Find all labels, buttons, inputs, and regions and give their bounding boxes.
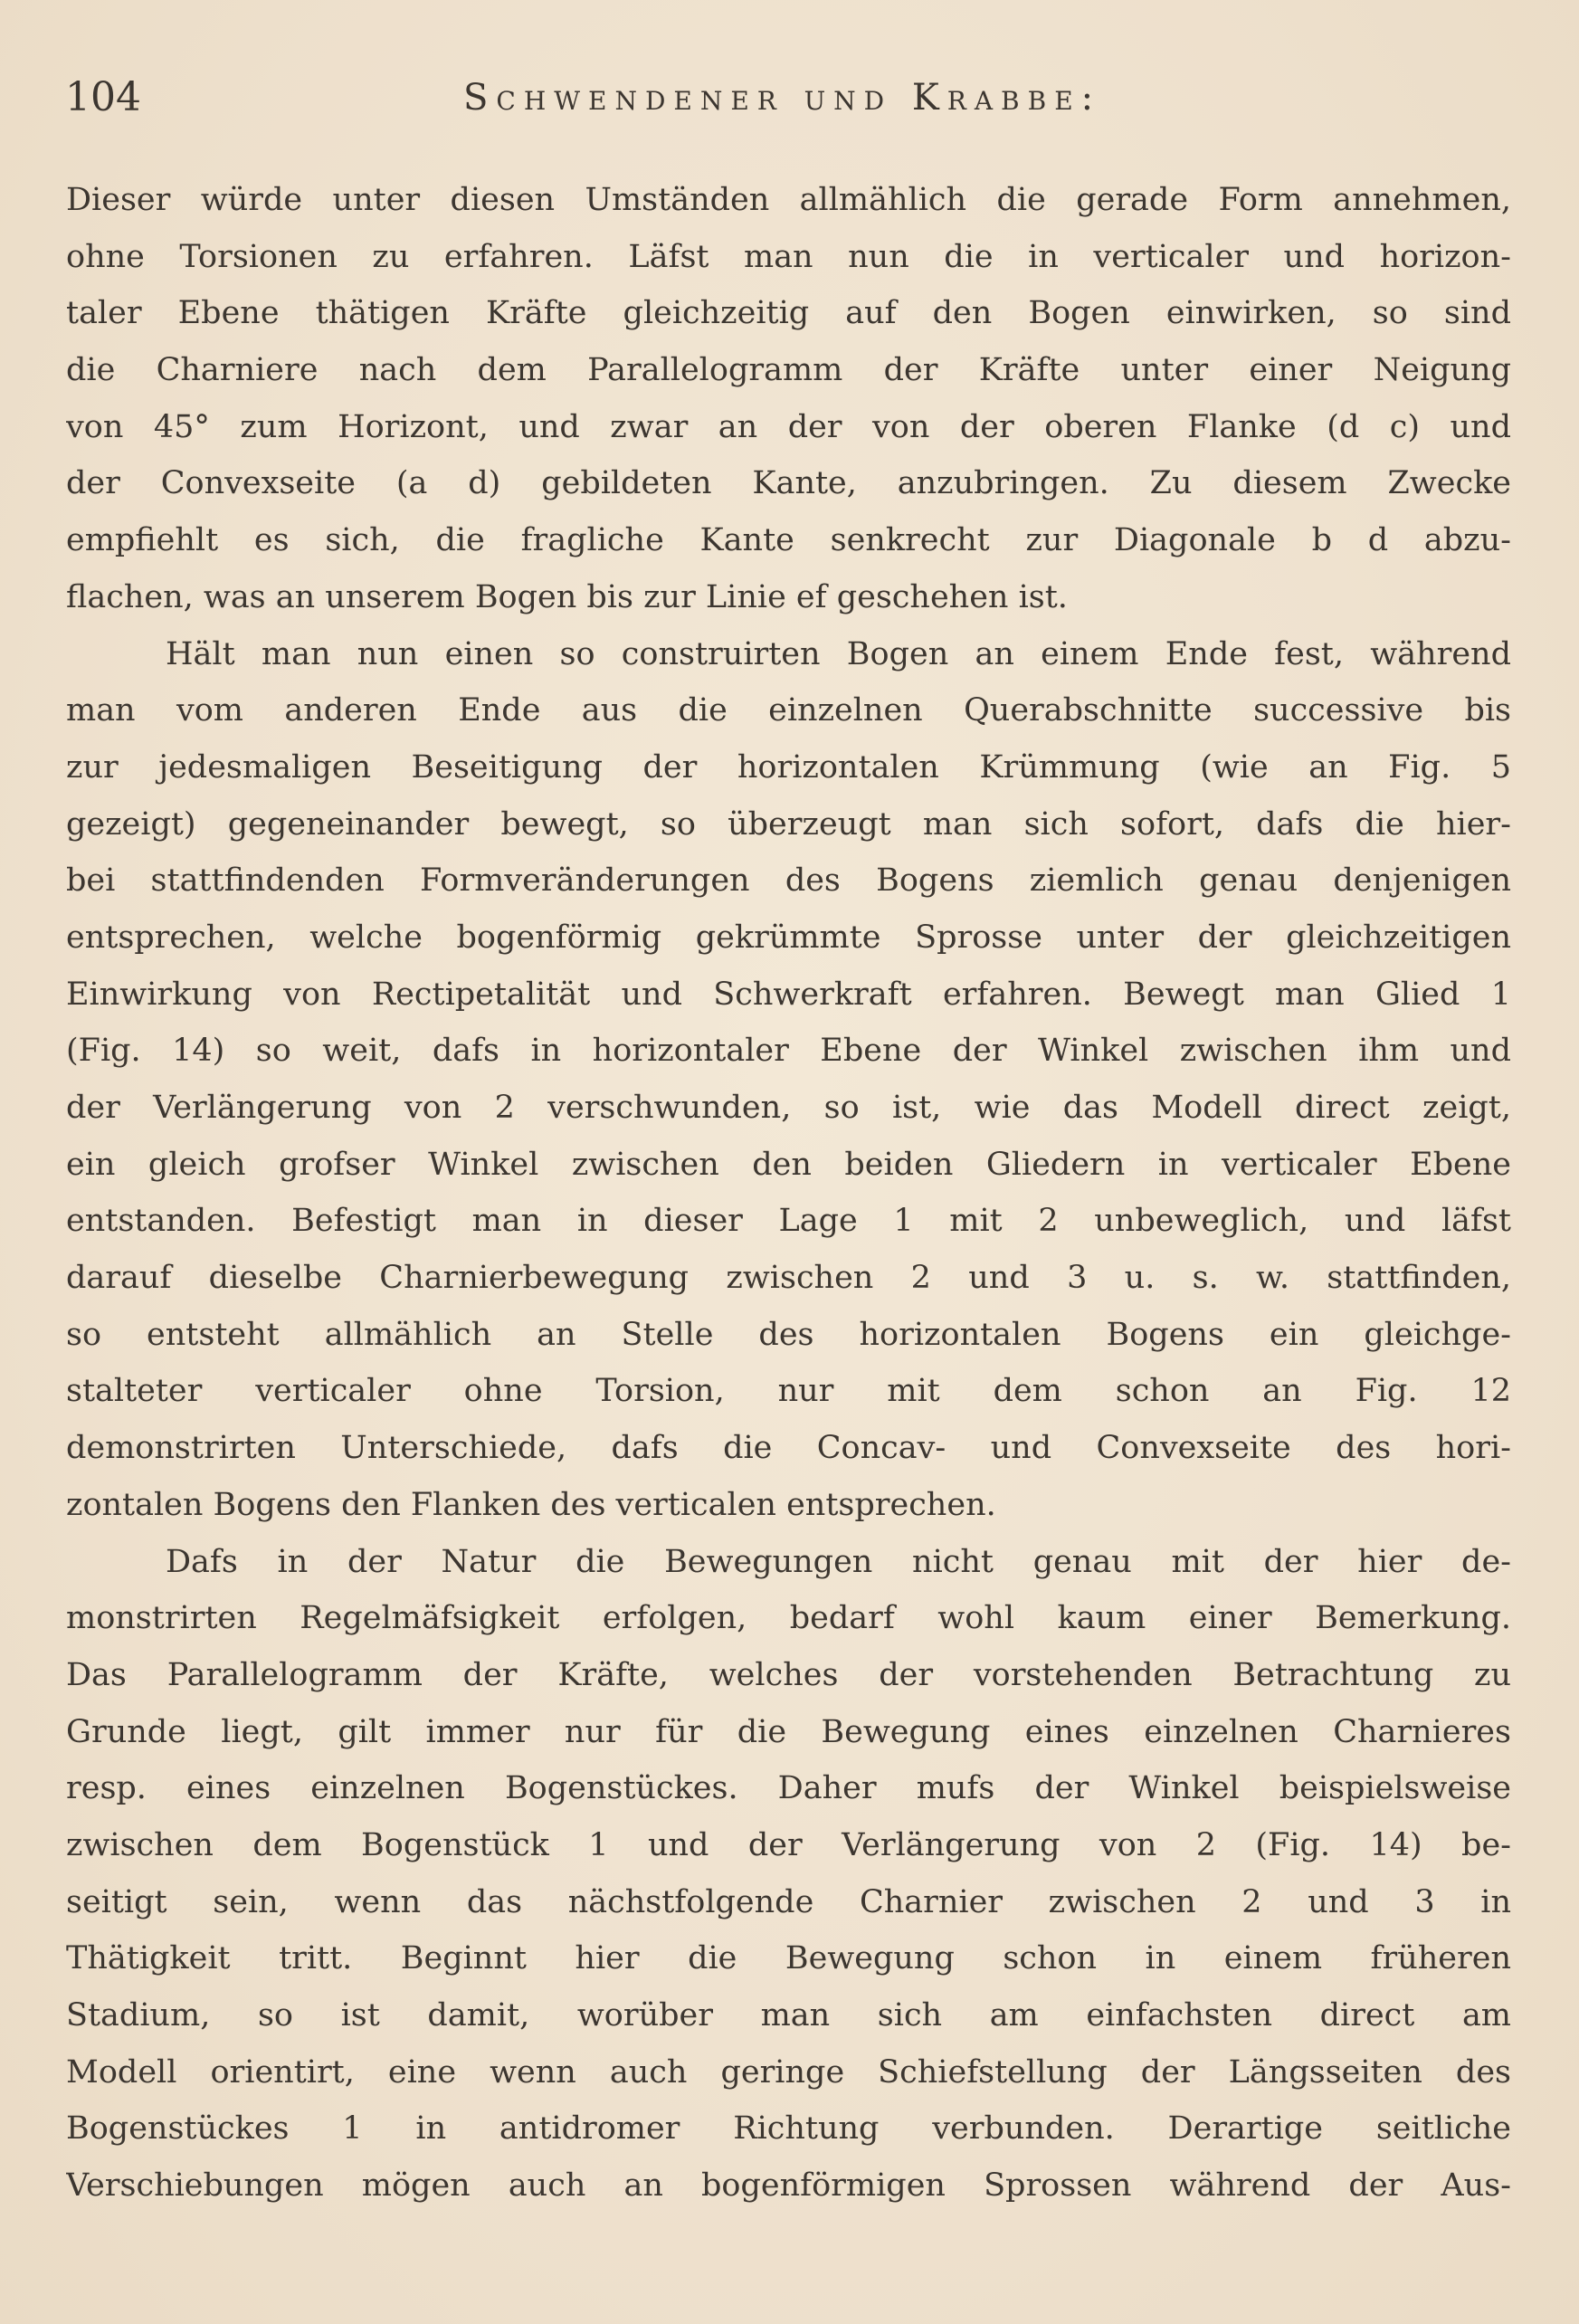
text-line: seitigt sein, wenn das nächstfolgende Charnier zwischen 2 und 3 in xyxy=(66,1883,1511,1920)
text-line: bei stattfindenden Formveränderungen des Bogens ziemlich genau denjenigen xyxy=(66,862,1511,900)
text-line: ohne Torsionen zu erfahren. Läfst man nun die in verticaler und horizon- xyxy=(66,238,1511,275)
text-line: die Charniere nach dem Parallelogramm der Kräfte unter einer Neigung xyxy=(66,352,1511,389)
text-line: Dieser würde unter diesen Umständen allmählich die gerade Form annehmen, xyxy=(66,182,1511,218)
running-title: Schwendener und Krabbe: xyxy=(463,77,1102,119)
text-line: zwischen dem Bogenstück 1 und der Verlängerung von 2 (Fig. 14) be- xyxy=(66,1826,1511,1863)
text-line: Dafs in der Natur die Bewegungen nicht genau mit der hier de- xyxy=(166,1543,1511,1580)
text-line: Das Parallelogramm der Kräfte, welches der vorstehenden Betrachtung zu xyxy=(66,1656,1511,1693)
text-line: gezeigt) gegeneinander bewegt, so überzeugt man sich sofort, dafs die hier- xyxy=(66,805,1511,843)
text-line: ein gleich grofser Winkel zwischen den beiden Gliedern in verticaler Ebene xyxy=(66,1146,1511,1183)
text-line: so entsteht allmählich an Stelle des horizontalen Bogens ein gleichge- xyxy=(66,1316,1511,1353)
text-line: entstanden. Befestigt man in dieser Lage 1 mit 2 unbeweglich, und läfst xyxy=(66,1203,1511,1240)
text-line: zontalen Bogens den Flanken des verticalen entsprechen. xyxy=(66,1486,996,1523)
text-line: Grunde liegt, gilt immer nur für die Bewegung eines einzelnen Charnieres xyxy=(66,1713,1511,1750)
text-line: Thätigkeit tritt. Beginnt hier die Bewegung schon in einem früheren xyxy=(66,1940,1511,1977)
body-text xyxy=(66,172,1511,2214)
text-line: von 45° zum Horizont, und zwar an der von der oberen Flanke (d c) und xyxy=(66,408,1511,445)
text-line: Verschiebungen mögen auch an bogenförmigen Sprossen während der Aus- xyxy=(66,2167,1511,2205)
text-line: resp. eines einzelnen Bogenstückes. Daher mufs der Winkel beispielsweise xyxy=(66,1770,1511,1807)
text-line: stalteter verticaler ohne Torsion, nur mit dem schon an Fig. 12 xyxy=(66,1373,1511,1410)
text-line: demonstrirten Unterschiede, dafs die Concav- und Convexseite des hori- xyxy=(66,1430,1511,1467)
text-line: (Fig. 14) so weit, dafs in horizontaler Ebene der Winkel zwischen ihm und xyxy=(66,1033,1511,1070)
text-line: monstrirten Regelmäfsigkeit erfolgen, bedarf wohl kaum einer Bemerkung. xyxy=(66,1600,1511,1637)
text-line: darauf dieselbe Charnierbewegung zwischen 2 und 3 u. s. w. stattfinden, xyxy=(66,1260,1511,1297)
text-line: der Verlängerung von 2 verschwunden, so ist, wie das Modell direct zeigt, xyxy=(66,1090,1511,1126)
running-head xyxy=(65,71,1513,125)
text-line: Modell orientirt, eine wenn auch geringe Schiefstellung der Längsseiten des xyxy=(66,2053,1511,2091)
page-number: 104 xyxy=(65,74,141,120)
text-line: flachen, was an unserem Bogen bis zur Linie ef geschehen ist. xyxy=(66,578,1068,615)
text-line: entsprechen, welche bogenförmig gekrümmte Sprosse unter der gleichzeitigen xyxy=(66,919,1511,956)
text-line: empfiehlt es sich, die fragliche Kante senkrecht zur Diagonale b d abzu- xyxy=(66,522,1511,559)
text-line: der Convexseite (a d) gebildeten Kante, anzubringen. Zu diesem Zwecke xyxy=(66,465,1511,502)
text-line: Stadium, so ist damit, worüber man sich am einfachsten direct am xyxy=(66,1997,1511,2034)
text-line: taler Ebene thätigen Kräfte gleichzeitig auf den Bogen einwirken, so sind xyxy=(66,295,1511,332)
text-line: Einwirkung von Rectipetalität und Schwerkraft erfahren. Bewegt man Glied 1 xyxy=(66,976,1511,1013)
text-line: Bogenstückes 1 in antidromer Richtung verbunden. Derartige seitliche xyxy=(66,2110,1511,2148)
text-line: man vom anderen Ende aus die einzelnen Querabschnitte successive bis xyxy=(66,692,1511,729)
text-line: zur jedesmaligen Beseitigung der horizontalen Krümmung (wie an Fig. 5 xyxy=(66,748,1511,786)
text-line: Hält man nun einen so construirten Bogen an einem Ende fest, während xyxy=(166,635,1511,672)
